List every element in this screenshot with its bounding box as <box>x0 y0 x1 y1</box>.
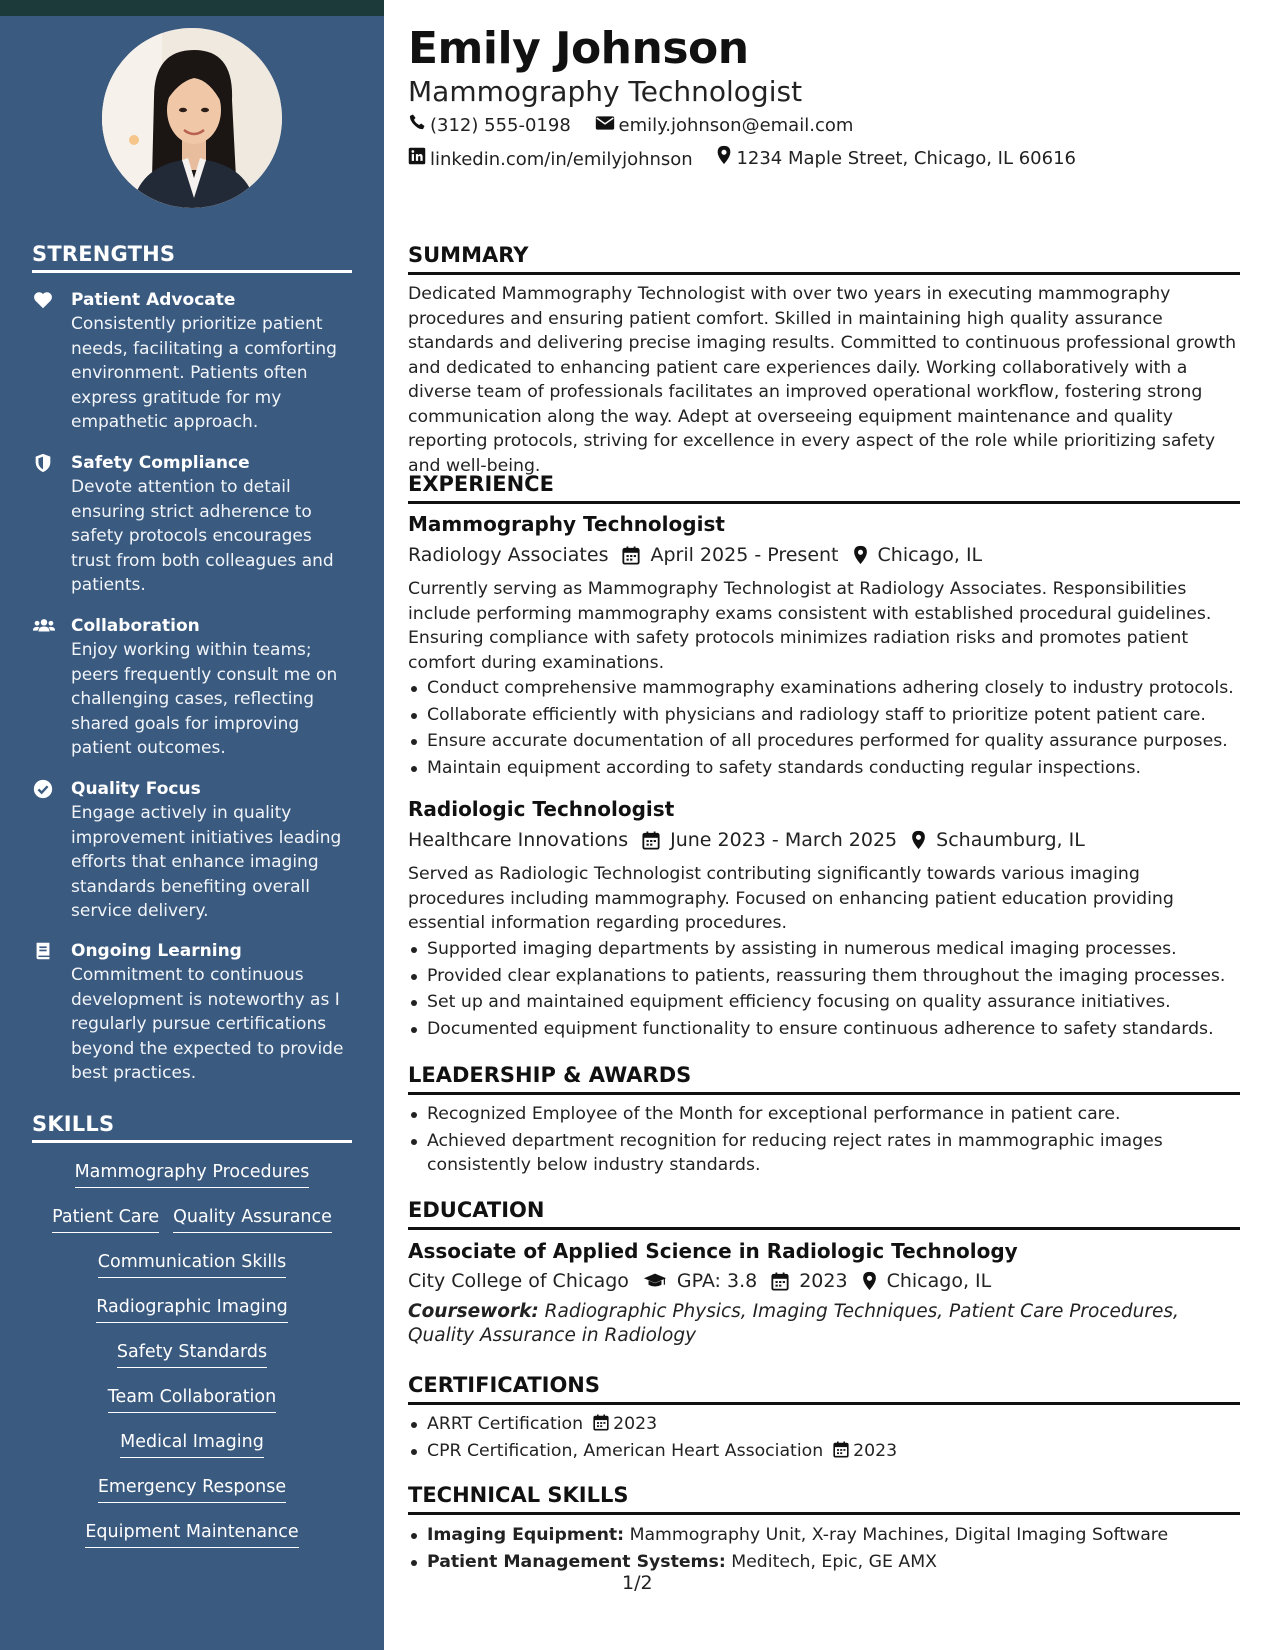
list-item: Conduct comprehensive mammography examinations adhering closely to industry protocols. <box>408 676 1240 701</box>
graduation-cap-icon <box>643 1272 667 1290</box>
list-item: Achieved department recognition for reducing reject rates in mammographic images consistently below industry standards. <box>408 1129 1240 1178</box>
skill-tag: Radiographic Imaging <box>96 1295 288 1323</box>
job-title: Mammography Technologist <box>408 512 725 536</box>
list-item: Recognized Employee of the Month for exceptional performance in patient care. <box>408 1102 1240 1127</box>
email-icon <box>595 114 619 138</box>
linkedin-icon <box>408 147 430 172</box>
sidebar <box>0 0 384 1650</box>
strength-title: Safety Compliance <box>71 453 250 473</box>
skills-heading: SKILLS <box>32 1112 352 1143</box>
skill-tag: Emergency Response <box>98 1475 286 1503</box>
coursework-text: Radiographic Physics, Imaging Techniques, Patient Care Procedures, Quality Assurance in Radiology <box>408 1301 1179 1346</box>
summary-heading: SUMMARY <box>408 241 1240 275</box>
tech-skill-label: Patient Management Systems: <box>427 1551 726 1572</box>
job-dates: April 2025 - Present <box>650 544 839 566</box>
avatar <box>102 28 282 208</box>
gpa-text: GPA: 3.8 <box>676 1270 758 1292</box>
leadership-list <box>408 1102 1240 1180</box>
skill-tag: Team Collaboration <box>108 1385 276 1413</box>
job-location: Schaumburg, IL <box>936 829 1085 851</box>
calendar-icon <box>771 1272 789 1291</box>
job-bullets <box>408 937 1240 1043</box>
calendar-icon <box>642 831 660 850</box>
location-pin-icon <box>716 145 736 172</box>
address-text: 1234 Maple Street, Chicago, IL 60616 <box>736 147 1076 169</box>
sidebar-top-bar <box>0 0 384 16</box>
skill-tag: Medical Imaging <box>120 1430 264 1458</box>
coursework <box>408 1300 1240 1348</box>
check-circle-icon <box>32 778 54 800</box>
education-heading: EDUCATION <box>408 1196 1240 1230</box>
linkedin-link[interactable]: linkedin.com/in/emilyjohnson <box>430 148 693 170</box>
skill-tag: Equipment Maintenance <box>85 1520 298 1548</box>
list-item: Provided clear explanations to patients, reassuring them throughout the imaging processes. <box>408 964 1240 989</box>
technical-skills-list <box>408 1523 1240 1576</box>
location-pin-icon <box>911 830 926 850</box>
list-item <box>408 1439 1240 1464</box>
list-item <box>408 1523 1240 1548</box>
list-item: Documented equipment functionality to ensure continuous adherence to safety standards. <box>408 1017 1240 1042</box>
education-meta <box>408 1268 991 1294</box>
strength-title: Ongoing Learning <box>71 941 242 961</box>
job-meta <box>408 542 982 568</box>
company-name: Healthcare Innovations <box>408 829 629 851</box>
list-item: Supported imaging departments by assisting in numerous medical imaging processes. <box>408 937 1240 962</box>
school-name: City College of Chicago <box>408 1270 629 1292</box>
coursework-label: Coursework: <box>408 1301 539 1322</box>
strength-title: Patient Advocate <box>71 290 236 310</box>
certifications-list <box>408 1412 1240 1465</box>
degree-title: Associate of Applied Science in Radiologic Technology <box>408 1239 1018 1263</box>
strength-title: Quality Focus <box>71 779 201 799</box>
certification-year: 2023 <box>853 1440 898 1461</box>
list-item: Set up and maintained equipment efficiency focusing on quality assurance initiatives. <box>408 990 1240 1015</box>
strength-desc: Engage actively in quality improvement initiatives leading efforts that enhance imaging standards benefiting overall service delivery. <box>71 803 342 921</box>
tech-skill-value: Meditech, Epic, GE AMX <box>731 1551 937 1572</box>
education-location: Chicago, IL <box>886 1270 992 1292</box>
leadership-heading: LEADERSHIP & AWARDS <box>408 1061 1240 1095</box>
phone-link[interactable]: (312) 555-0198 <box>430 114 571 136</box>
experience-heading: EXPERIENCE <box>408 470 1240 504</box>
tech-skill-value: Mammography Unit, X-ray Machines, Digital Imaging Software <box>629 1525 1169 1545</box>
strength-desc: Commitment to continuous development is noteworthy as I regularly pursue certifications beyond the expected to provide best practices. <box>71 965 344 1083</box>
book-icon <box>32 940 54 962</box>
list-item: Ensure accurate documentation of all procedures performed for quality assurance purposes. <box>408 729 1240 754</box>
certification-name: ARRT Certification <box>427 1414 584 1434</box>
job-dates: June 2023 - March 2025 <box>670 829 898 851</box>
strength-desc: Enjoy working within teams; peers frequently consult me on challenging cases, reflecting shared goals for improving patient outcomes. <box>71 640 338 758</box>
certification-year: 2023 <box>613 1414 658 1434</box>
strengths-section <box>32 242 352 273</box>
list-item: Maintain equipment according to safety standards conducting regular inspections. <box>408 756 1240 781</box>
location-pin-icon <box>862 1271 877 1291</box>
skill-tag: Safety Standards <box>117 1340 267 1368</box>
shield-icon <box>32 452 54 474</box>
contact-row <box>408 113 871 138</box>
job-meta <box>408 827 1085 853</box>
strength-item <box>32 777 352 924</box>
strengths-heading: STRENGTHS <box>32 242 352 273</box>
company-name: Radiology Associates <box>408 544 609 566</box>
skill-tag: Patient Care <box>52 1205 159 1233</box>
strength-item <box>32 288 352 435</box>
candidate-title: Mammography Technologist <box>408 75 803 108</box>
location-pin-icon <box>853 545 868 565</box>
job-location: Chicago, IL <box>877 544 983 566</box>
page-number: 1/2 <box>622 1572 653 1594</box>
email-link[interactable]: emily.johnson@email.com <box>618 115 854 136</box>
list-item: Collaborate efficiently with physicians and radiology staff to prioritize potent patient care. <box>408 703 1240 728</box>
job-description: Served as Radiologic Technologist contributing significantly towards various imaging procedures including mammography. Focused on enhancing patient education providing essential information regarding procedures. <box>408 864 1174 933</box>
job-description: Currently serving as Mammography Technologist at Radiology Associates. Responsibilities include performing mammography exams consistent with established procedural guidelines. Ensuring compliance with safety protocols minimizes radiation risks and promotes patient comfort during examinations. <box>408 579 1212 673</box>
strength-item <box>32 939 352 1086</box>
list-item <box>408 1550 1240 1575</box>
strength-item <box>32 451 352 598</box>
summary-text: Dedicated Mammography Technologist with over two years in executing mammography procedures and ensuring patient comfort. Skilled in maintaining high quality assurance standards and delivering precise imaging results. Committed to continuous professional growth and dedicated to enhancing patient care experiences daily. Working collaboratively with a diverse team of professionals facilitates an improved operational workflow, fostering strong communication along the way. Adept at overseeing equipment maintenance and quality reporting protocols, striving for excellence in every aspect of the role while prioritizing safety and well-being. <box>408 284 1237 476</box>
certifications-heading: CERTIFICATIONS <box>408 1371 1240 1405</box>
skill-tag: Mammography Procedures <box>75 1160 310 1188</box>
contact-row <box>408 145 1094 172</box>
skills-section <box>32 1112 352 1143</box>
phone-icon <box>408 113 430 138</box>
list-item <box>408 1412 1240 1437</box>
strength-title: Collaboration <box>71 616 200 636</box>
users-icon <box>32 615 54 637</box>
calendar-icon <box>833 1441 849 1458</box>
calendar-icon <box>593 1414 609 1431</box>
job-bullets <box>408 676 1240 782</box>
calendar-icon <box>622 546 640 565</box>
skill-tag: Quality Assurance <box>173 1205 332 1233</box>
candidate-name: Emily Johnson <box>408 23 749 74</box>
technical-skills-heading: TECHNICAL SKILLS <box>408 1481 1240 1515</box>
strength-item <box>32 614 352 761</box>
education-year: 2023 <box>799 1270 848 1292</box>
certification-name: CPR Certification, American Heart Association <box>427 1440 824 1461</box>
strength-desc: Consistently prioritize patient needs, facilitating a comforting environment. Patients often express gratitude for my empathetic approach. <box>71 314 337 432</box>
heart-icon <box>32 289 54 311</box>
tech-skill-label: Imaging Equipment: <box>427 1525 625 1545</box>
job-title: Radiologic Technologist <box>408 797 675 821</box>
strength-desc: Devote attention to detail ensuring strict adherence to safety protocols encourages trust from both colleagues and patients. <box>71 477 334 595</box>
skill-tag: Communication Skills <box>98 1250 286 1278</box>
